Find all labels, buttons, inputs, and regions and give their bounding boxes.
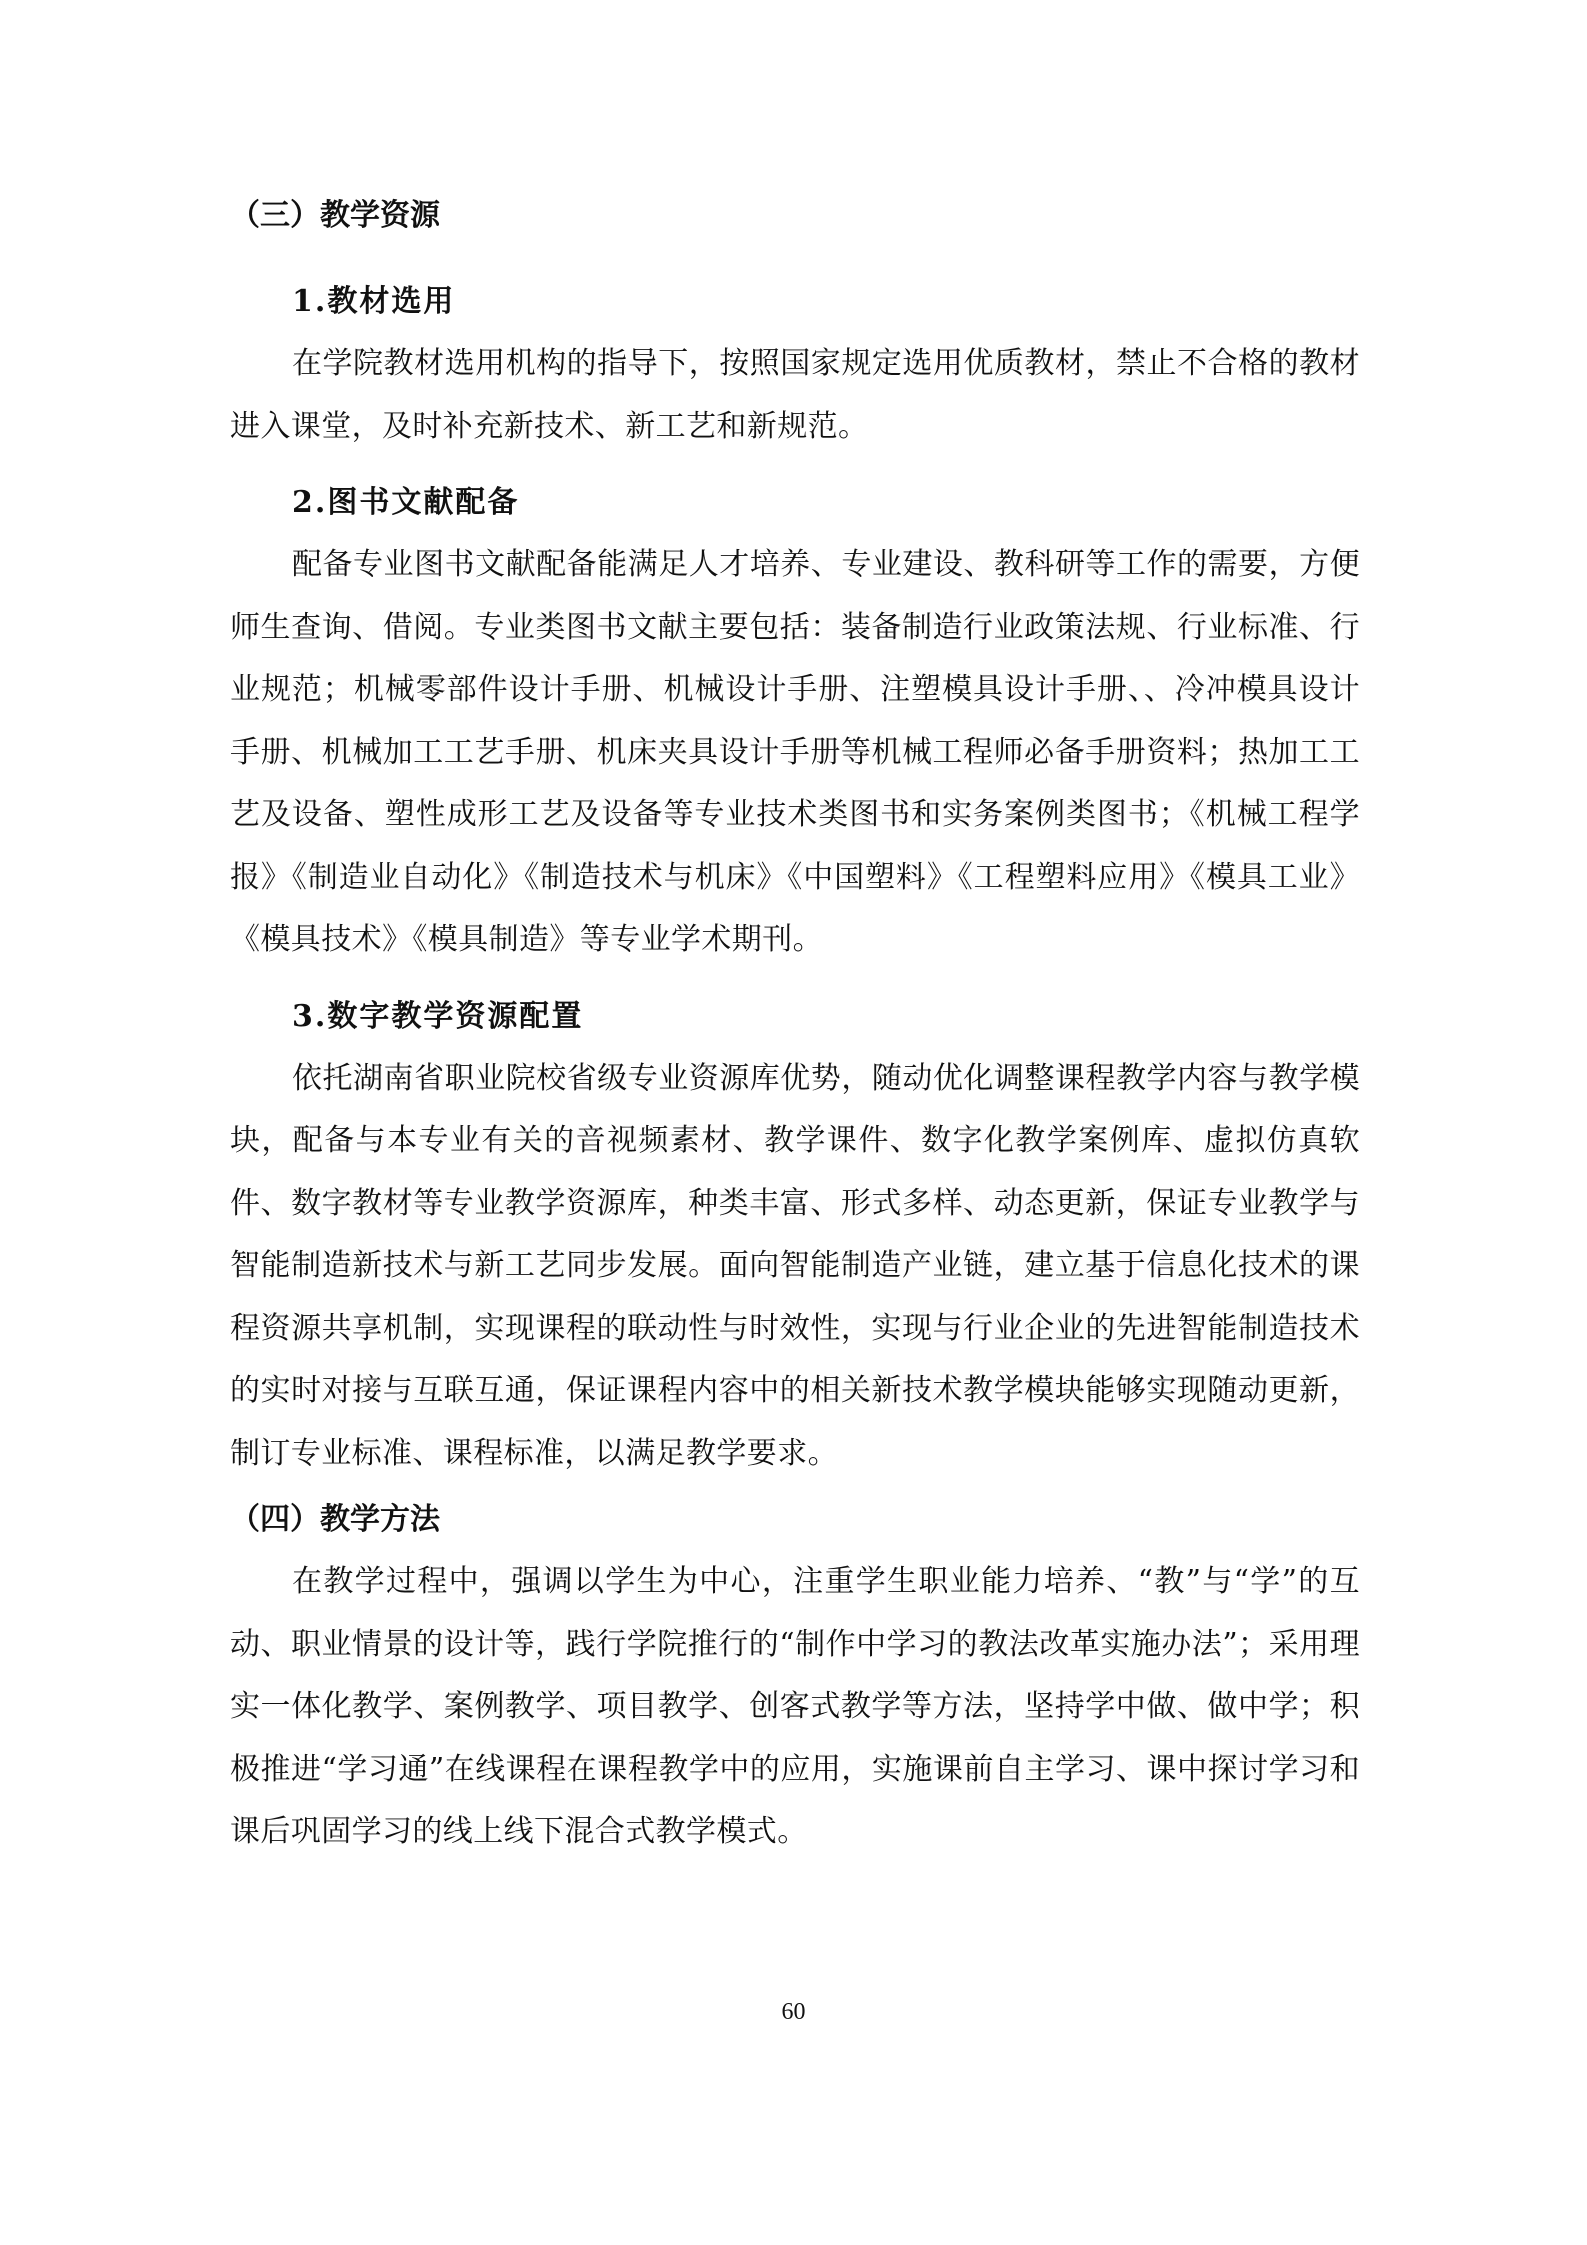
paragraph-textbook-selection: 在学院教材选用机构的指导下，按照国家规定选用优质教材，禁止不合格的教材进入课堂，及时补充新技术、新工艺和新规范。 xyxy=(230,346,1360,444)
paragraph-library-resources: 配备专业图书文献配备能满足人才培养、专业建设、教科研等工作的需要，方便师生查询、借阅。专业类图书文献主要包括：装备制造行业政策法规、行业标准、行业规范；机械零部件设计手册、机械设计手册、注塑模具设计手册、、冷冲模具设计手册、机械加工工艺手册、机床夹具设计手册等机械工程师必备手册资料；热加工工艺及设备、塑性成形工艺及设备等专业技术类图书和实务案例类图书；《机械工程学报》《制造业自动化》《制造技术与机床》《中国塑料》《工程塑料应用》《模具工业》《模具技术》《模具制造》等专业学术期刊。 xyxy=(230,547,1360,957)
page-body xyxy=(230,185,1360,1864)
page-number: 60 xyxy=(781,1999,806,2025)
spacer xyxy=(230,972,1360,986)
section-heading-teaching-resources: （三）教学资源 xyxy=(230,198,440,233)
paragraph-digital-resources: 依托湖南省职业院校省级专业资源库优势，随动优化调整课程教学内容与教学模块，配备与本专业有关的音视频素材、教学课件、数字化教学案例库、虚拟仿真软件、数字教材等专业教学资源库，种类丰富、形式多样、动态更新，保证专业教学与智能制造新技术与新工艺同步发展。面向智能制造产业链，建立基于信息化技术的课程资源共享机制，实现课程的联动性与时效性，实现与行业企业的先进智能制造技术的实时对接与互联互通，保证课程内容中的相关新技术教学模块能够实现随动更新，制订专业标准、课程标准，以满足教学要求。 xyxy=(230,1060,1360,1471)
paragraph-teaching-methods: 在教学过程中，强调以学生为中心，注重学生职业能力培养、“教”与“学”的互动、职业情景的设计等，践行学院推行的“制作中学习的教法改革实施办法”；采用理实一体化教学、案例教学、项目教学、创客式教学等方法，坚持学中做、做中学；积极推进“学习通”在线课程在课程教学中的应用，实施课前自主学习、课中探讨学习和课后巩固学习的线上线下混合式教学模式。 xyxy=(230,1564,1360,1849)
subheading-textbook-selection: 1.教材选用 xyxy=(292,284,456,319)
subheading-digital-resources: 3.数字教学资源配置 xyxy=(292,998,584,1034)
spacer xyxy=(230,458,1360,472)
section-heading-teaching-methods: （四）教学方法 xyxy=(230,1502,440,1537)
subheading-library-resources: 2.图书文献配备 xyxy=(292,485,520,520)
spacer xyxy=(230,247,1360,271)
